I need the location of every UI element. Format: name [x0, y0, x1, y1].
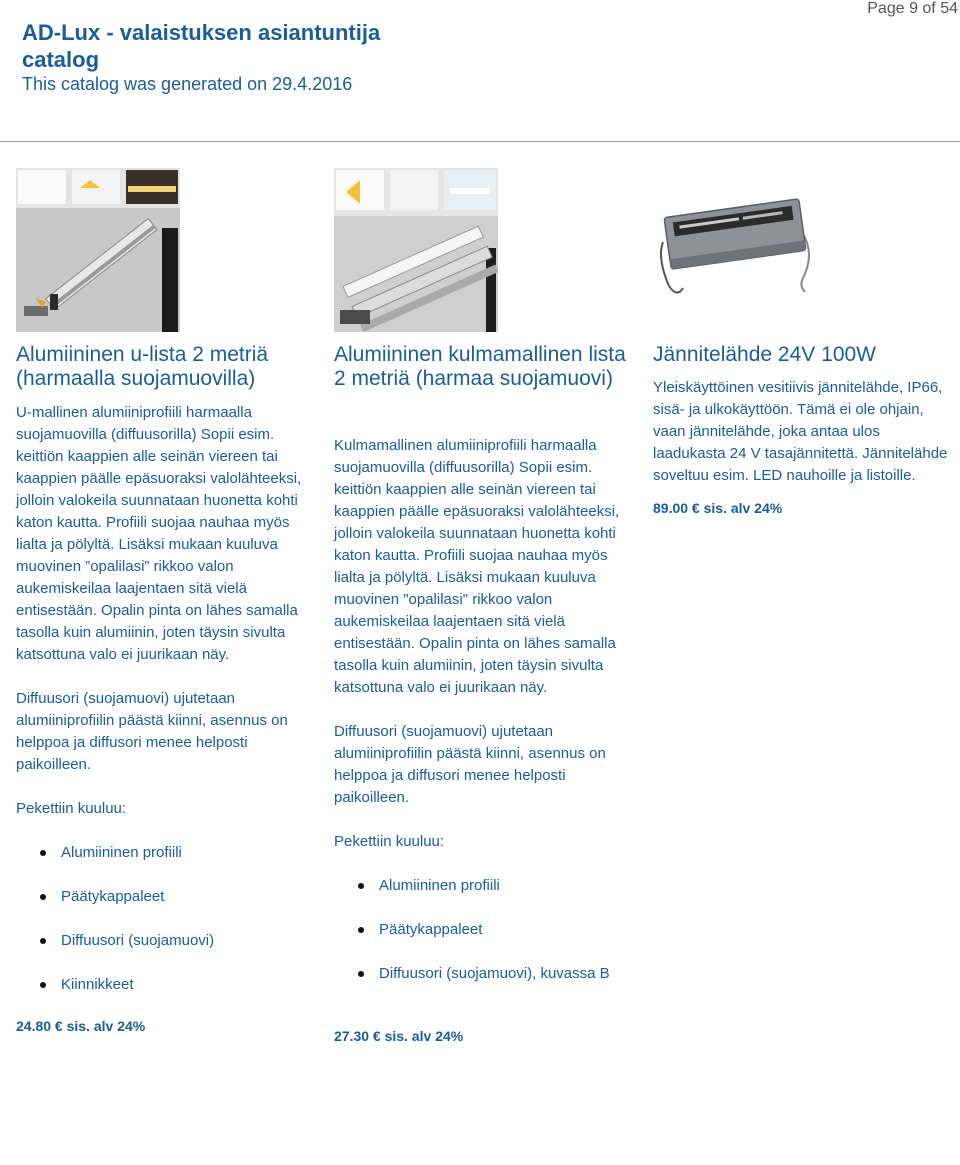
- list-item: Kiinnikkeet: [16, 974, 316, 996]
- list-item: Päätykappaleet: [334, 919, 634, 941]
- list-item: Diffuusori (suojamuovi), kuvassa B: [334, 963, 634, 985]
- list-item: Alumiininen profiili: [334, 875, 634, 897]
- package-contents-label: Pekettiin kuuluu:: [334, 833, 445, 850]
- generated-date: This catalog was generated on 29.4.2016: [22, 74, 353, 94]
- product-price: 27.30 € sis. alv 24%: [334, 1028, 464, 1044]
- product-title: Alumiininen kulmamallinen lista 2 metriä (harmaa suojamuovi): [334, 343, 626, 390]
- product-price: 89.00 € sis. alv 24%: [653, 500, 783, 516]
- catalog-title: AD-Lux - valaistuksen asiantuntija catalog: [22, 20, 381, 72]
- product-image-corner-profile: [334, 168, 498, 332]
- header-divider: [0, 141, 960, 142]
- package-contents-list: [16, 842, 316, 996]
- product-image-power-supply: [653, 168, 817, 332]
- list-item: Päätykappaleet: [16, 886, 316, 908]
- product-description: Kulmamallinen alumiiniprofiili harmaalla suojamuovilla (diffuusorilla) Sopii esim. keittiön kaappien alle seinän viereen tai kaappien päälle epäsuoraksi valolähteeksi, jolloin valokeila suunnataan huonetta kohti katon kautta. Profiili suojaa nauhaa myös lialta ja pölyltä. Lisäksi mukaan kuuluva muovinen "opalilasi" rikkoo valon aukemiskeilaa laajentaen sitä vielä entisestään. Opalin pinta on lähes samalla tasolla kuin alumiinin, joten täysin sivulta katsottuna valo ei juurikaan näy.: [334, 437, 620, 696]
- page-number: Page 9 of 54: [867, 0, 958, 17]
- product-image-u-profile: [16, 168, 180, 332]
- product-description-diffuser: Diffuusori (suojamuovi) ujutetaan alumiiniprofiilin päästä kiinni, asennus on helppoa ja diffusori menee helposti paikoilleen.: [16, 690, 288, 773]
- product-description: Yleiskäyttöinen vesitiivis jännitelähde, IP66, sisä- ja ulkokäyttöön. Tämä ei ole ohjain, vaan jännitelähde, joka antaa ulos laadukasta 24 V tasajännitettä. Jännitelähde soveltuu esim. LED nauhoille ja listoille.: [653, 379, 948, 484]
- package-contents-list: [334, 875, 634, 985]
- product-card-corner-profile: [334, 168, 634, 1046]
- product-price: 24.80 € sis. alv 24%: [16, 1018, 146, 1034]
- product-description-diffuser: Diffuusori (suojamuovi) ujutetaan alumiiniprofiilin päästä kiinni, asennus on helppoa ja diffusori menee helposti paikoilleen.: [334, 723, 606, 806]
- product-card-power-supply: [653, 168, 953, 518]
- product-title: Jännitelähde 24V 100W: [653, 343, 876, 366]
- list-item: Alumiininen profiili: [16, 842, 316, 864]
- product-title: Alumiininen u-lista 2 metriä (harmaalla suojamuovilla): [16, 343, 269, 390]
- product-card-u-profile: [16, 168, 316, 1036]
- list-item: Diffuusori (suojamuovi): [16, 930, 316, 952]
- product-description: U-mallinen alumiiniprofiili harmaalla suojamuovilla (diffuusorilla) Sopii esim. keittiön kaappien alle seinän viereen tai kaappien päälle epäsuoraksi valolähteeksi, jolloin valokeila suunnataan huonetta kohti katon kautta. Profiili suojaa nauhaa myös lialta ja pölyltä. Lisäksi mukaan kuuluva muovinen ”opalilasi” rikkoo valon aukemiskeilaa laajentaen sitä vielä entisestään. Opalin pinta on lähes samalla tasolla kuin alumiinin, joten täysin sivulta katsottuna valo ei juurikaan näy.: [16, 404, 302, 663]
- package-contents-label: Pekettiin kuuluu:: [16, 800, 127, 817]
